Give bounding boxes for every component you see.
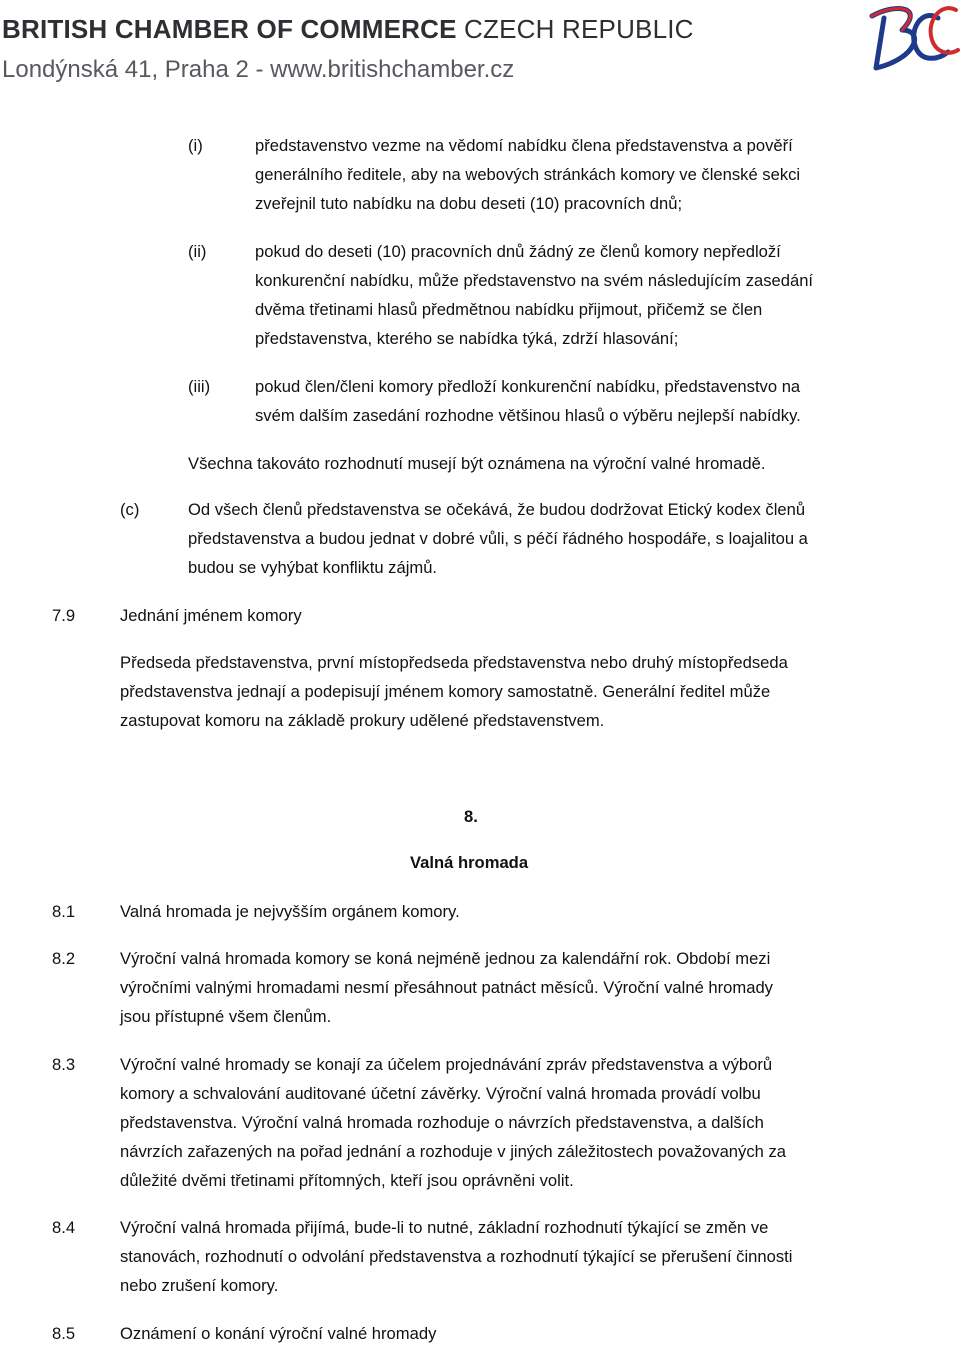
clause-8-4-line-1: Výroční valná hromada přijímá, bude-li to nutné, základní rozhodnutí týkající se změn ve	[120, 1218, 769, 1237]
section-7-9-line-1: Předseda představenstva, první místopředseda představenstva nebo druhý místopředseda	[120, 653, 788, 672]
clause-8-3-line-3: představenstva. Výroční valná hromada rozhoduje o návrzích představenstva, a dalších	[120, 1113, 764, 1132]
org-country: CZECH REPUBLIC	[456, 14, 694, 44]
section-7-9-title: Jednání jménem komory	[120, 606, 302, 625]
letterhead-address: Londýnská 41, Praha 2 - www.britishchamber.cz	[2, 56, 515, 83]
clause-8-2-line-3: jsou přístupné všem členům.	[120, 1007, 332, 1026]
clause-8-3-line-4: návrzích zařazených na pořad jednání a rozhoduje v jiných záležitostech považovaných za	[120, 1142, 786, 1161]
clause-c-line-3: budou se vyhýbat konfliktu zájmů.	[188, 558, 438, 577]
chapter-8-number: 8.	[464, 807, 478, 826]
clause-8-4-number: 8.4	[52, 1218, 76, 1237]
clause-8-1-line-1: Valná hromada je nejvyšším orgánem komory.	[120, 902, 460, 921]
section-7-9-line-2: představenstva jednají a podepisují jménem komory samostatně. Generální ředitel může	[120, 682, 771, 701]
clause-8-3-line-1: Výroční valné hromady se konají za účelem projednávání zpráv představenstva a výborů	[120, 1055, 773, 1074]
item-i-line-2: generálního ředitele, aby na webových stránkách komory ve členské sekci	[255, 165, 801, 184]
decisions-note: Všechna takováto rozhodnutí musejí být oznámena na výroční valné hromadě.	[188, 454, 766, 473]
clause-8-4-line-2: stanovách, rozhodnutí o odvolání představenstva a rozhodnutí týkající se přerušení činnosti	[120, 1247, 793, 1266]
item-marker-ii: (ii)	[188, 242, 207, 261]
item-ii-line-1: pokud do deseti (10) pracovních dnů žádný ze členů komory nepředloží	[255, 242, 781, 261]
clause-c-marker: (c)	[120, 500, 140, 519]
clause-8-5-line-1: Oznámení o konání výroční valné hromady	[120, 1324, 437, 1343]
letterhead-title	[2, 14, 694, 45]
item-ii-line-4: představenstva, kterého se nabídka týká, zdrží hlasování;	[255, 329, 679, 348]
clause-8-3-line-2: komory a schvalování auditované účetní závěrky. Výroční valná hromada provádí volbu	[120, 1084, 761, 1103]
item-iii-line-1: pokud člen/členi komory předloží konkurenční nabídku, představenstvo na	[255, 377, 801, 396]
clause-8-1-number: 8.1	[52, 902, 76, 921]
item-i-line-1: představenstvo vezme na vědomí nabídku člena představenstva a pověří	[255, 136, 793, 155]
org-name: BRITISH CHAMBER OF COMMERCE	[2, 14, 457, 44]
item-marker-iii: (iii)	[188, 377, 211, 396]
item-ii-line-3: dvěma třetinami hlasů předmětnou nabídku přijmout, přičemž se člen	[255, 300, 763, 319]
clause-8-2-line-1: Výroční valná hromada komory se koná nejméně jednou za kalendářní rok. Období mezi	[120, 949, 771, 968]
clause-8-2-number: 8.2	[52, 949, 76, 968]
clause-c-line-2: představenstva a budou jednat v dobré vůli, s péčí řádného hospodáře, s loajalitou a	[188, 529, 808, 548]
item-i-line-3: zveřejnil tuto nabídku na dobu deseti (10) pracovních dnů;	[255, 194, 683, 213]
clause-8-3-number: 8.3	[52, 1055, 76, 1074]
chapter-8-title: Valná hromada	[410, 853, 529, 872]
clause-8-3-line-5: důležité dvěmi třetinami přítomných, kteří jsou oprávněni volit.	[120, 1171, 574, 1190]
item-iii-line-2: svém dalším zasedání rozhodne většinou hlasů o výběru nejlepší nabídky.	[255, 406, 801, 425]
clause-8-4-line-3: nebo zrušení komory.	[120, 1276, 279, 1295]
bcc-logo-icon	[858, 0, 960, 82]
section-7-9-line-3: zastupovat komoru na základě prokury udělené představenstvem.	[120, 711, 605, 730]
item-ii-line-2: konkurenční nabídku, může představenstvo na svém následujícím zasedání	[255, 271, 814, 290]
clause-8-5-number: 8.5	[52, 1324, 76, 1343]
clause-c-line-1: Od všech členů představenstva se očekává, že budou dodržovat Etický kodex členů	[188, 500, 806, 519]
item-marker-i: (i)	[188, 136, 203, 155]
section-7-9-number: 7.9	[52, 606, 76, 625]
clause-8-2-line-2: výročními valnými hromadami nesmí přesáhnout patnáct měsíců. Výroční valné hromady	[120, 978, 773, 997]
